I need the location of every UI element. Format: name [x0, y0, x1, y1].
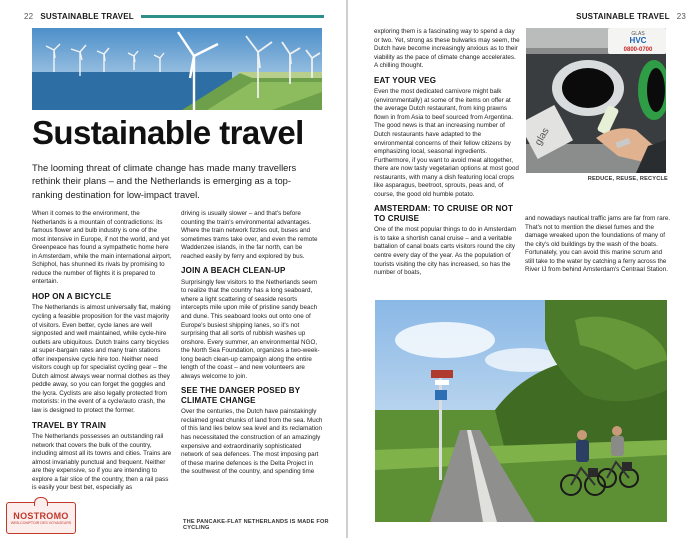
- left-page: [0, 0, 346, 538]
- header-rule: [141, 15, 324, 18]
- logo-tagline: WEB-COMPTOIR DES VOYAGEURS: [10, 520, 72, 525]
- wind-turbines-photo: [32, 28, 322, 110]
- page-header: [566, 10, 686, 22]
- section-label: SUSTAINABLE TRAVEL: [573, 12, 673, 21]
- article-title: Sustainable travel: [32, 114, 304, 151]
- subheading-train: TRAVEL BY TRAIN: [32, 420, 107, 430]
- watermark-logo: [6, 502, 76, 534]
- body-paragraph: Even the most dedicated carnivore might balk (environmentally) at some of the items on offer at the average Dutch restaurant, from king prawns flown in from Asia to beef sourced from Argentina. The good news is that an increasing number of Dutch restaurants have adapted to the environmental concerns of their fellow citizens by emphasizing local, seasonal ingredients. Furthermore, if you want to avoid meat altogether, there are now tasty vegetarian options at most good restaurants, with many a dish featuring local crops like asparagus, beetroot, sprouts, peas and, of course, the good old humble potato.: [374, 88, 519, 198]
- bin-sign-top: GLAS: [631, 31, 645, 37]
- body-paragraph: Over the centuries, the Dutch have painstakingly reclaimed great chunks of land from the sea. Much of this land lies below sea level and its reclamation has necessitated the construction of an amazingly expensive and extraordinarily sophisticated network of sea defences. The most imposing part of these marine defences is the Delta Project in the southwest of the country, and spending time: [181, 408, 323, 476]
- subheading-bicycle: HOP ON A BICYCLE: [32, 291, 112, 301]
- section-label: SUSTAINABLE TRAVEL: [37, 12, 137, 21]
- body-paragraph: exploring them is a fascinating way to spend a day or two. Yet, strong as these bulwarks may seem, the Dutch have become increasingly anxious as to their viability as the pace of climate change accelerates. A chilling thought.: [374, 28, 520, 70]
- subheading-cruise: AMSTERDAM: TO CRUISE OR NOT TO CRUISE: [374, 204, 514, 223]
- page-number: 22: [24, 11, 34, 21]
- text-column-3: [374, 28, 520, 281]
- subheading-danger: SEE THE DANGER POSED BY CLIMATE CHANGE: [181, 386, 301, 405]
- article-intro: The looming threat of climate change has made many travellers rethink their plans – and the Netherlands is emerging as a top-ranking destination for low-impact travel.: [32, 162, 297, 200]
- bin-sign-brand: HVC: [629, 36, 647, 45]
- bin-sign-phone: 0800-0700: [623, 47, 653, 53]
- body-paragraph: The Netherlands possesses an outstanding rail network that covers the bulk of the country, including almost all its towns and cities. Trains are almost invariably punctual and frequent. Neither are they expensive, so if you are intending to explore a fair slice of the country, then a rail pass is easily your best bet, especially as: [32, 433, 172, 492]
- photo-caption-bins: REDUCE, REUSE, RECYCLE: [587, 176, 668, 182]
- logo-arch-icon: [34, 497, 48, 506]
- subheading-veg: EAT YOUR VEG: [374, 75, 437, 85]
- recycling-bin-photo: [526, 28, 666, 173]
- body-paragraph: driving is usually slower – and that's before counting the train's environmental advantages. Where the train network fizzles out, buses and sometimes trams take over, and even the remote Waddenzee islands, in the far north, can be reached easily by ferry and explored by bus.: [181, 210, 318, 260]
- body-paragraph: Surprisingly few visitors to the Netherlands seem to realize that the country has a long seaboard, where a light scattering of seaside resorts intercepts mile upon mile of pristine sandy beach and dune. This seaboard looks out onto one of Europe's busiest shipping lanes, so it's not surprising that all sorts of rubbish washes up onshore. Every summer, an environmental NGO, the North Sea Foundation, organizes a two-week-long beach clean-up campaign along the entire length of the coast – and new volunteers are always welcome to join.: [181, 278, 320, 380]
- page-number: 23: [676, 11, 686, 21]
- text-column-4: [525, 215, 671, 278]
- body-paragraph: One of the most popular things to do in Amsterdam is to take a shortish canal cruise – and a veritable battalion of canal boats carts visitors round the city centre every day of the year. As the population of tourists visiting the city has increased, so has the number of boats,: [374, 226, 517, 277]
- subheading-beach: JOIN A BEACH CLEAN-UP: [181, 266, 286, 276]
- page-header: [24, 10, 324, 22]
- bin-label: glas: [533, 126, 552, 148]
- body-paragraph: When it comes to the environment, the Netherlands is a mountain of contradictions: its famous flower and bulb industry is one of the most intensive in Europe, if not the world, and yet Greenpeace has found a sympathetic home here in Amsterdam, while the main international airport, Schiphol, has shunned its rivals by promising to reduce the number of flights it is prepared to entertain.: [32, 210, 172, 286]
- body-paragraph: The Netherlands is almost universally flat, making cycling a feasible proposition for the vast majority of visitors. Even better, cycle lanes are well signposted and well maintained, while cycle-hire outlets are ubiquitous. Dutch trains carry bicycles at super-bargain rates and many train stations offer inexpensive cycle hire too. Neither need visitors cough up for specialist cycling gear – the Dutch almost always wear normal clothes as they peddle away, so you can forget the goggles and the lycra. Cyclists are also legally protected from motorists: in the event of a cycle/auto crash, the law is designed to protect the former.: [32, 304, 171, 414]
- right-page: [348, 0, 700, 538]
- cyclists-photo: [375, 300, 667, 522]
- photo-caption-windmills: THE PANCAKE-FLAT NETHERLANDS IS MADE FOR CYCLING: [183, 519, 329, 531]
- text-column-1: [32, 210, 172, 496]
- logo-name: NOSTROMO: [13, 510, 69, 521]
- body-paragraph: and nowadays nautical traffic jams are far from rare. That's not to mention the diesel fumes and the damage wreaked upon the foundations of many of the city's old buildings by the wash of the boats. Fortunately, you can avoid this marine scrum and still take to the water by catching a ferry across the River IJ from behind Amsterdam's Centraal Station.: [525, 215, 671, 274]
- text-column-2: [181, 210, 323, 480]
